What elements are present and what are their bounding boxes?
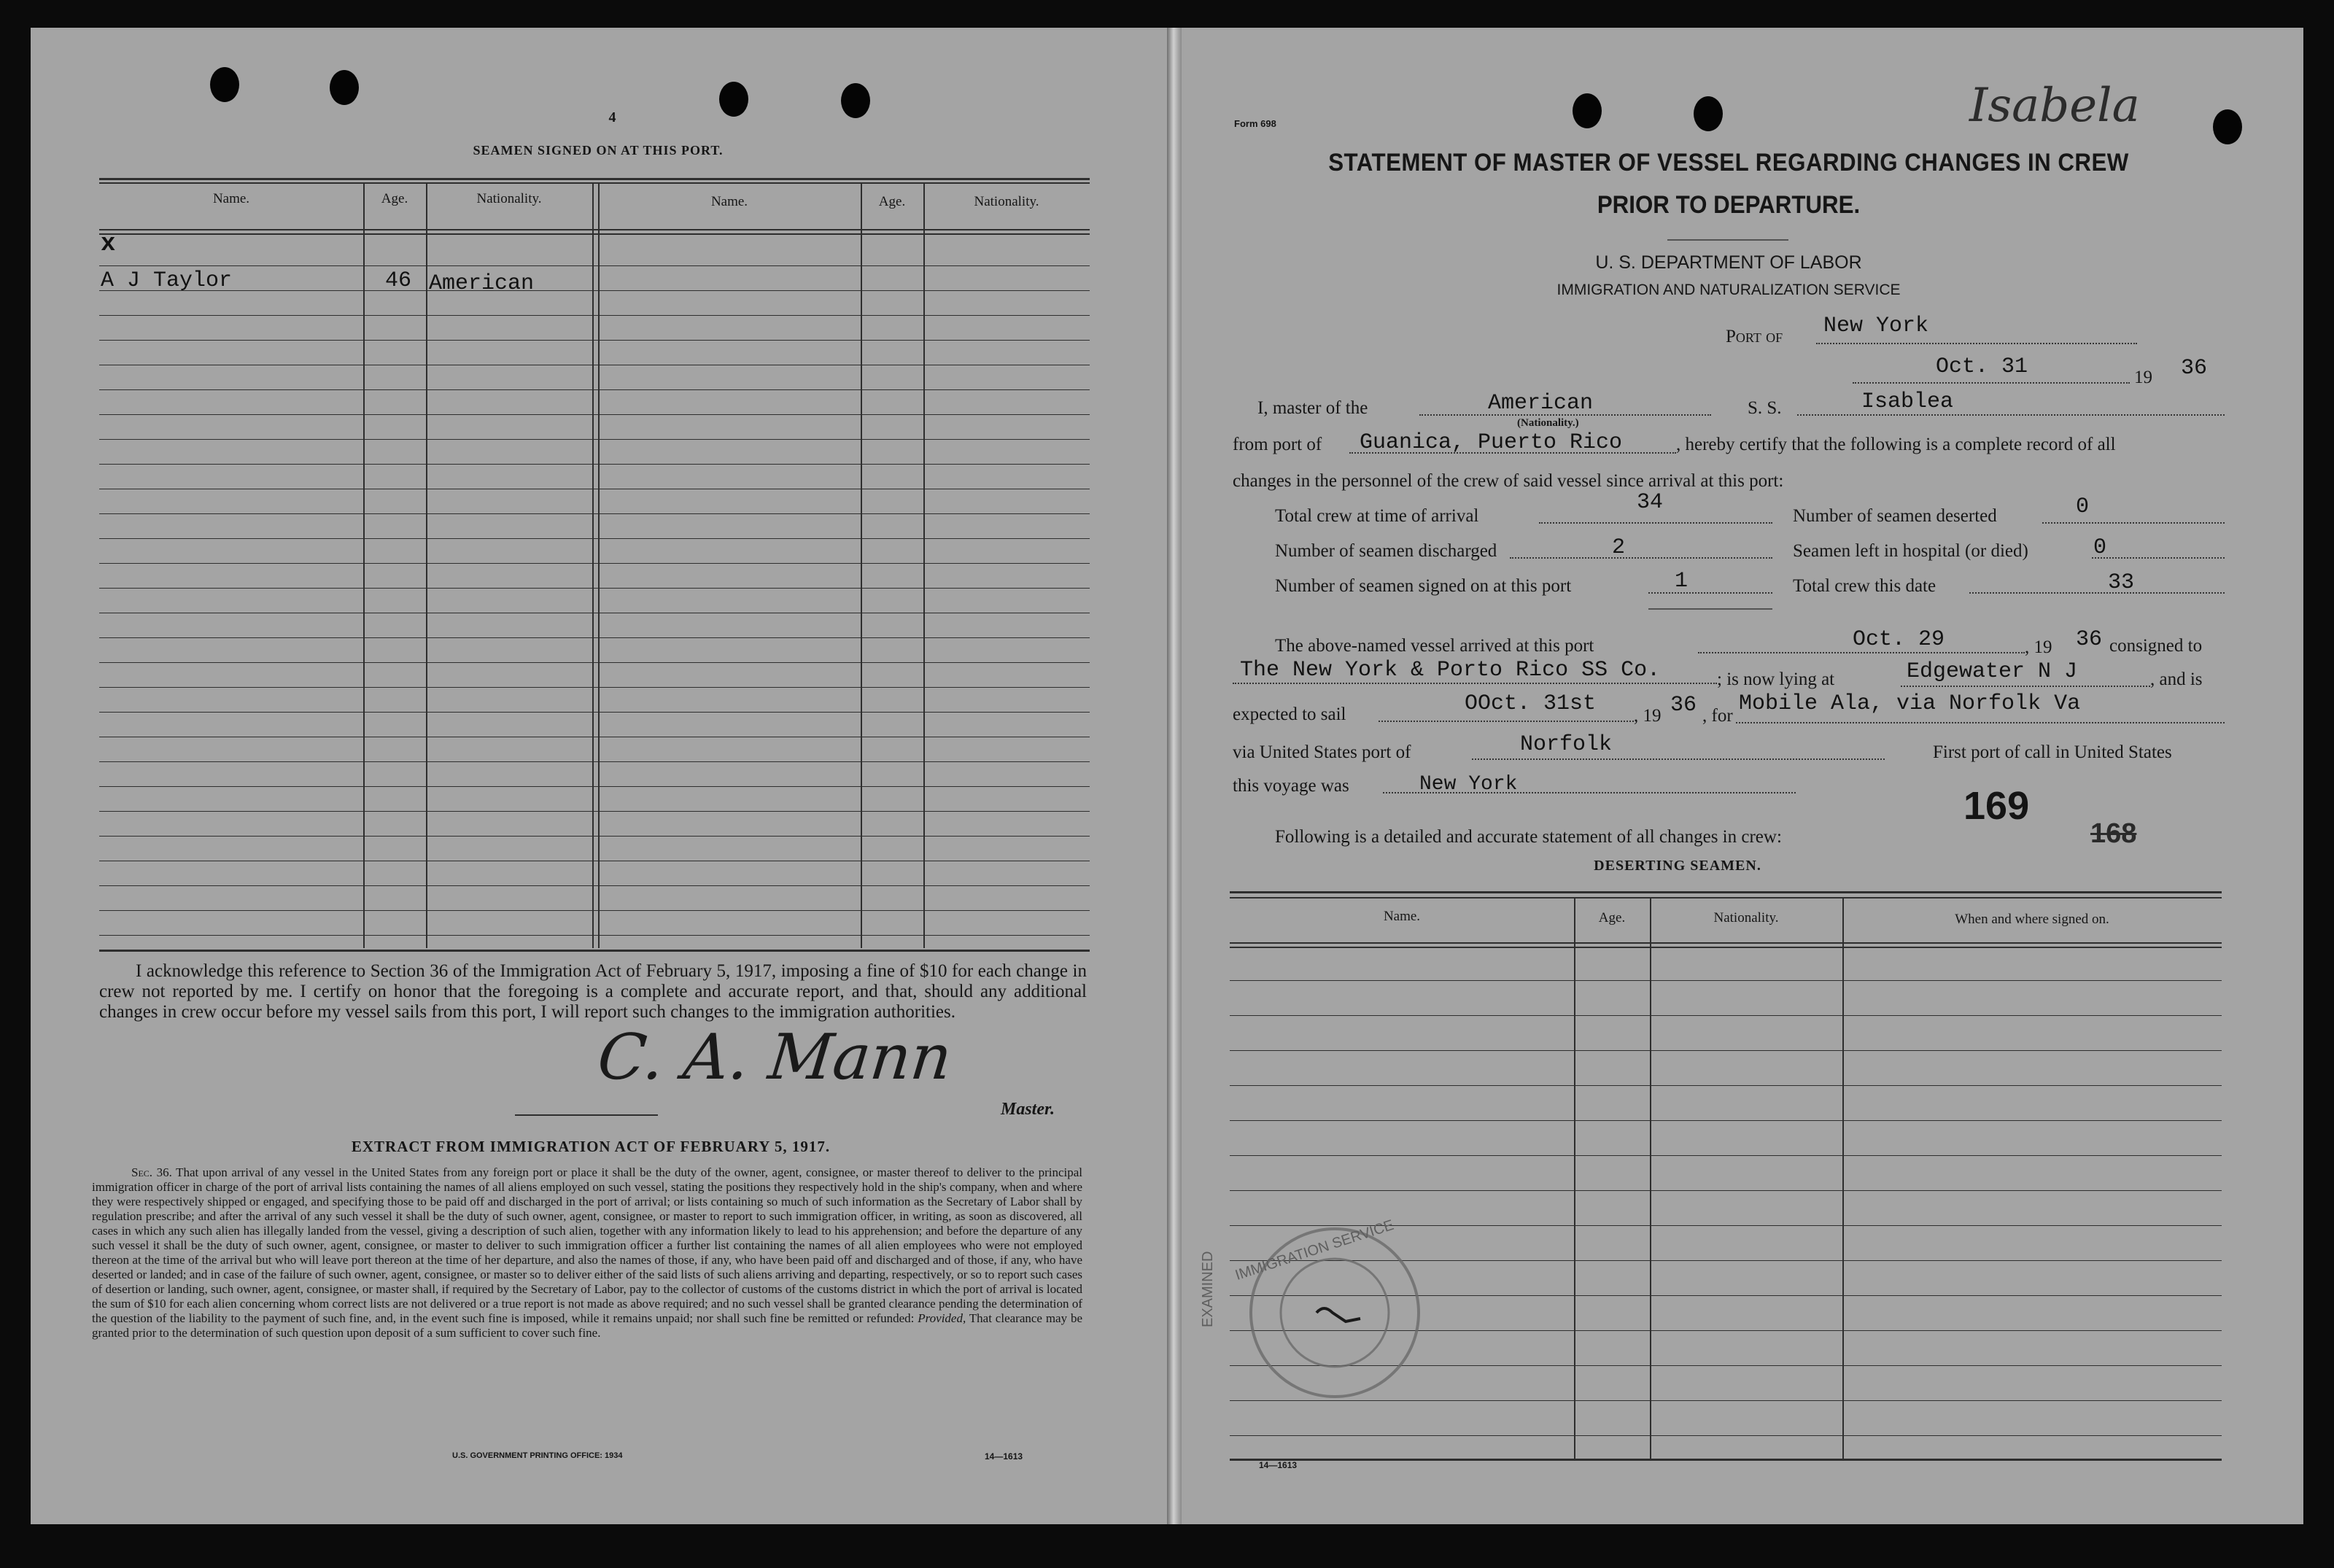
crossed-number: 168 (2090, 818, 2137, 849)
row-rule (99, 290, 1090, 291)
following-text: Following is a detailed and accurate statement of all changes in crew: (1275, 827, 1782, 847)
punch-hole (1573, 93, 1602, 128)
extract-proviso-word: Provided, (918, 1311, 966, 1325)
extract-body (92, 1165, 1082, 1340)
row-rule (1230, 1155, 2222, 1156)
master-signature: C. A. Mann (594, 1021, 955, 1094)
row-rule (99, 687, 1090, 688)
row-rule (99, 538, 1090, 539)
row-rule (99, 786, 1090, 787)
extract-title: EXTRACT FROM IMMIGRATION ACT OF FEBRUARY 5, 1917. (351, 1138, 831, 1155)
from-port-label: from port of (1233, 435, 1322, 454)
discharged-label: Number of seamen discharged (1275, 541, 1497, 561)
department: U. S. DEPARTMENT OF LABOR (1595, 252, 1862, 273)
column-header-nationality: Nationality. (476, 191, 542, 206)
form-title-line2: PRIOR TO DEPARTURE. (1597, 191, 1861, 219)
master-label: Master. (1001, 1100, 1055, 1119)
signed-on-label: Number of seamen signed on at this port (1275, 576, 1572, 596)
via-value: Norfolk (1520, 732, 1613, 757)
form-title-line1: STATEMENT OF MASTER OF VESSEL REGARDING CHANGES IN CREW (1328, 149, 2129, 176)
port-label: Port of (1726, 327, 1783, 346)
punch-hole (330, 70, 359, 105)
desert-column-nationality: Nationality. (1713, 910, 1779, 925)
consigned-label: consigned to (2109, 636, 2203, 656)
row-rule (99, 811, 1090, 812)
form-number: Form 698 (1234, 118, 1276, 129)
deserting-title: DESERTING SEAMEN. (1594, 858, 1761, 874)
year-prefix: 19 (2134, 368, 2152, 387)
table-title: SEAMEN SIGNED ON AT THIS PORT. (473, 143, 724, 158)
signed-on-count: 1 (1675, 569, 1689, 594)
destination: Mobile Ala, via Norfolk Va (1739, 691, 2081, 716)
row-rule (99, 315, 1090, 316)
row-rule (1230, 1015, 2222, 1016)
column-header-name: Name. (212, 191, 250, 206)
via-label: via United States port of (1233, 742, 1411, 762)
desert-column-name: Name. (1383, 909, 1421, 924)
row-rule (1230, 1190, 2222, 1191)
punch-hole (210, 67, 239, 102)
page-fold (1167, 28, 1182, 1524)
punch-hole (1694, 96, 1723, 131)
arrived-year-prefix: , 19 (2025, 637, 2052, 657)
and-is-text: , and is (2150, 669, 2203, 689)
column-header-nationality-2: Nationality. (974, 194, 1039, 209)
row-rule (99, 761, 1090, 762)
row-rule (1230, 1435, 2222, 1436)
seaman-name: A J Taylor (101, 268, 233, 293)
ss-label: S. S. (1748, 398, 1782, 418)
handwritten-page-number: 169 (1963, 784, 2030, 828)
punch-hole (2213, 109, 2242, 144)
stamp-side-text: EXAMINED (1200, 1251, 1216, 1327)
seaman-nationality: American (429, 271, 535, 296)
form-code-right: 14—1613 (1259, 1460, 1298, 1470)
hospital-count: 0 (2093, 535, 2107, 560)
desert-column-when-where: When and where signed on. (1955, 912, 2109, 927)
column-header-age-2: Age. (878, 194, 906, 209)
extract-proviso: That clearance may be granted prior to the determination of such question upon deposit of a sum sufficient to cover such fine. (92, 1311, 1082, 1340)
sail-year: 36 (1670, 693, 1697, 718)
deserted-label: Number of seamen deserted (1793, 506, 1997, 526)
extract-section-lead: Sec. 36. (131, 1165, 172, 1179)
port-value: New York (1823, 314, 1929, 338)
discharged-count: 2 (1612, 535, 1626, 560)
row-rule (99, 464, 1090, 465)
changes-text: changes in the personnel of the crew of said vessel since arrival at this port: (1233, 471, 1784, 491)
row-rule (1230, 1050, 2222, 1051)
voyage-label: this voyage was (1233, 776, 1349, 796)
page-number: 4 (608, 109, 617, 125)
service: IMMIGRATION AND NATURALIZATION SERVICE (1556, 282, 1901, 298)
row-rule (99, 265, 1090, 266)
arrived-label: The above-named vessel arrived at this port (1275, 636, 1594, 656)
arrived-year: 36 (2076, 627, 2103, 652)
row-rule (99, 563, 1090, 564)
punch-hole (841, 83, 870, 118)
handwritten-ship-name: Isabela (1969, 79, 2140, 133)
row-rule (99, 340, 1090, 341)
row-rule (99, 513, 1090, 514)
total-crew-date-label: Total crew this date (1793, 576, 1936, 596)
stamp-initials (1317, 1308, 1360, 1321)
acknowledgement: I acknowledge this reference to Section 36 of the Immigration Act of February 5, 1917, imposing a fine of $10 for each change in crew not reported by me. I certify on honor that the foregoing is a complete and accurate report, and that, should any additional changes in crew occur before my vessel sails from this port, I will report such changes to the immigration authorities. (99, 961, 1087, 1022)
total-crew-date: 33 (2108, 570, 2135, 595)
row-rule (99, 910, 1090, 911)
nationality-value: American (1488, 391, 1594, 416)
arrived-date: Oct. 29 (1853, 627, 1945, 652)
voyage-value: New York (1419, 773, 1518, 796)
expected-label: expected to sail (1233, 705, 1346, 724)
row-rule (1230, 1120, 2222, 1121)
column-header-name-2: Name. (710, 194, 748, 209)
row-rule (99, 637, 1090, 638)
first-port-label: First port of call in United States (1933, 742, 2172, 762)
column-header-age: Age. (381, 191, 408, 206)
printing-office: U.S. GOVERNMENT PRINTING OFFICE: 1934 (452, 1451, 623, 1460)
row-rule (99, 935, 1090, 936)
deserted-count: 0 (2076, 494, 2090, 519)
sail-year-prefix: , 19 (1634, 706, 1662, 726)
row-rule (99, 439, 1090, 440)
punch-hole (719, 82, 748, 117)
hospital-label: Seamen left in hospital (or died) (1793, 541, 2028, 561)
total-crew-arrival-label: Total crew at time of arrival (1275, 506, 1479, 526)
row-rule (1230, 1085, 2222, 1086)
row-rule (99, 389, 1090, 390)
sail-date: OOct. 31st (1465, 691, 1597, 716)
immigration-stamp (1196, 1203, 1444, 1422)
total-crew-arrival: 34 (1637, 490, 1664, 515)
date-value: Oct. 31 (1936, 354, 2028, 379)
seaman-age: 46 (385, 268, 412, 293)
from-port-value: Guanica, Puerto Rico (1360, 430, 1623, 455)
desert-column-age: Age. (1598, 910, 1626, 925)
consignee: The New York & Porto Rico SS Co. (1240, 658, 1661, 683)
row-rule (1230, 980, 2222, 981)
year-value: 36 (2181, 356, 2208, 381)
row-rule (99, 885, 1090, 886)
for-label: , for (1702, 706, 1733, 726)
row-rule (99, 836, 1090, 837)
row-rule (99, 712, 1090, 713)
lying-value: Edgewater N J (1907, 659, 2078, 684)
stamp-text: IMMIGRATION SERVICE (1233, 1216, 1396, 1284)
lying-label: ; is now lying at (1717, 669, 1835, 689)
master-of-label: I, master of the (1257, 398, 1368, 418)
struck-mark: x (101, 230, 116, 258)
ship-name: Isablea (1861, 389, 1954, 414)
extract-text: That upon arrival of any vessel in the United States from any foreign port or place it shall be the duty of the owner, agent, consignee, or master thereof to deliver to the principal immigration officer in charge of the port of arrival lists containing the names of all aliens employed on such vessel, stating the positions they respectively hold in the ship's company, when and where they were respectively shipped or engaged, and specifying those to be paid off and discharged in the port of arrival; or lists containing so much of such information as the Secretary of Labor shall by regulation prescribe; and after the arrival of any such vessel it shall be the duty of such owner, agent, consignee, or master to report to such immigration officer, in writing, as soon as discovered, all cases in which any such alien has illegally landed from the vessel, giving a description of such alien, together with any information likely to lead to his apprehension; and before the departure of any such vessel it shall be the duty of such owner, agent, consignee, or master to deliver to such immigration officer a further list containing the names of all alien employees who were not employed thereon at the time of the arrival but who will leave port thereon at the time of her departure, and also the names of those, if any, who have been paid off and discharged and of those, if any, who have deserted or landed; and in case of the failure of such owner, agent, consignee, or master so to deliver either of the said lists of such aliens arriving and departing, respectively, or so to report such cases of desertion or landing, such owner, agent, consignee, or master shall, if required by the Secretary of Labor, pay to the collector of customs of the customs district in which the port of arrival is located the sum of $10 for each alien concerning whom correct lists are not delivered or a true report is not made as above required; and no such vessel shall be granted clearance pending the determination of the question of the liability to the payment of such fine, and, in the event such fine is imposed, while it remains unpaid; nor shall such fine be remitted or refunded: (92, 1165, 1083, 1325)
row-rule (99, 662, 1090, 663)
row-rule (99, 414, 1090, 415)
form-code-left: 14—1613 (985, 1451, 1023, 1462)
row-rule (99, 588, 1090, 589)
nationality-caption: (Nationality.) (1517, 417, 1579, 429)
certify-text: , hereby certify that the following is a complete record of all (1676, 435, 2116, 454)
